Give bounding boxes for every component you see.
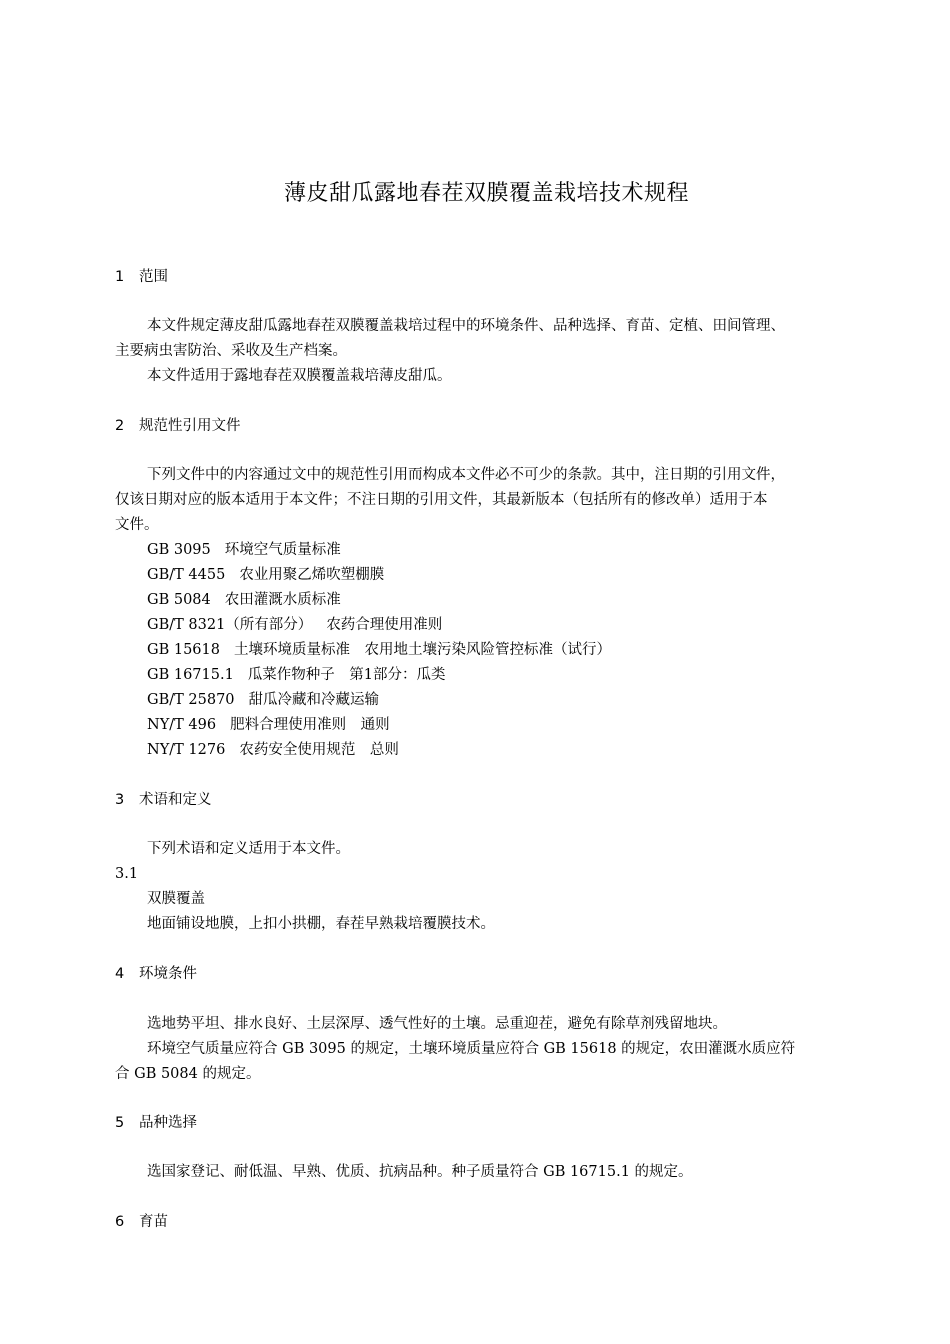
reference-title: 土壤环境质量标准 农用地土壤污染风险管控标准（试行） — [233, 642, 611, 658]
reference-code: GB 5084 — [147, 592, 211, 608]
paragraph-line: 本文件规定薄皮甜瓜露地春茬双膜覆盖栽培过程中的环境条件、品种选择、育苗、定植、田间管理、 — [147, 318, 785, 334]
section-title: 范围 — [139, 269, 168, 285]
section-2-heading — [115, 414, 865, 438]
reference-code: GB/T 25870 — [147, 692, 235, 708]
reference-title: 农药安全使用规范 总则 — [239, 742, 399, 758]
reference-item — [147, 688, 897, 712]
reference-item — [147, 738, 897, 762]
section-title: 环境条件 — [139, 966, 197, 982]
term-name: 双膜覆盖 — [147, 891, 205, 907]
section-title: 规范性引用文件 — [139, 418, 241, 434]
reference-item — [147, 538, 897, 562]
section-5-heading — [115, 1111, 865, 1135]
section-number: 6 — [115, 1214, 125, 1230]
term-number: 3.1 — [115, 866, 139, 882]
section-number: 1 — [115, 269, 125, 285]
paragraph-line: 主要病虫害防治、采收及生产档案。 — [115, 343, 347, 359]
reference-item — [147, 563, 897, 587]
reference-code: GB 15618 — [147, 642, 220, 658]
reference-code: GB/T 8321（所有部分） — [147, 617, 313, 633]
reference-code: NY/T 496 — [147, 717, 217, 733]
reference-item — [147, 713, 897, 737]
section-title: 育苗 — [139, 1214, 168, 1230]
reference-code: NY/T 1276 — [147, 742, 226, 758]
reference-code: GB 16715.1 — [147, 667, 234, 683]
paragraph-line: 本文件适用于露地春茬双膜覆盖栽培薄皮甜瓜。 — [147, 368, 452, 384]
reference-title: 甜瓜冷藏和冷藏运输 — [248, 692, 380, 708]
reference-title: 瓜菜作物种子 第1部分：瓜类 — [247, 667, 446, 683]
reference-item — [147, 638, 897, 662]
section-number: 4 — [115, 966, 125, 982]
paragraph-line: 环境空气质量应符合 GB 3095 的规定，土壤环境质量应符合 GB 15618 的规定，农田灌溉水质应符 — [147, 1041, 796, 1057]
reference-title: 农业用聚乙烯吹塑棚膜 — [239, 567, 385, 583]
reference-title: 农田灌溉水质标准 — [224, 592, 341, 608]
paragraph-line: 选国家登记、耐低温、早熟、优质、抗病品种。种子质量符合 GB 16715.1 的规定。 — [147, 1164, 693, 1180]
section-number: 3 — [115, 792, 125, 808]
paragraph-line: 合 GB 5084 的规定。 — [115, 1066, 261, 1082]
section-3-heading — [115, 788, 865, 812]
section-title: 术语和定义 — [139, 792, 212, 808]
paragraph-line: 下列文件中的内容通过文中的规范性引用而构成本文件必不可少的条款。其中，注日期的引用文件， — [147, 467, 785, 483]
paragraph-line: 仅该日期对应的版本适用于本文件；不注日期的引用文件，其最新版本（包括所有的修改单）适用于本 — [115, 492, 768, 508]
reference-item — [147, 663, 897, 687]
reference-item — [147, 588, 897, 612]
reference-title: 环境空气质量标准 — [224, 542, 341, 558]
reference-item — [147, 613, 897, 637]
section-4-heading — [115, 962, 865, 986]
section-number: 2 — [115, 418, 125, 434]
section-1-heading — [115, 265, 865, 289]
term-definition: 地面铺设地膜，上扣小拱棚，春茬早熟栽培覆膜技术。 — [147, 916, 495, 932]
reference-title: 农药合理使用准则 — [326, 617, 443, 633]
section-title: 品种选择 — [139, 1115, 197, 1131]
reference-title: 肥料合理使用准则 通则 — [230, 717, 390, 733]
paragraph-line: 文件。 — [115, 517, 159, 533]
document-title: 薄皮甜瓜露地春茬双膜覆盖栽培技术规程 — [283, 181, 689, 206]
section-number: 5 — [115, 1115, 125, 1131]
reference-code: GB/T 4455 — [147, 567, 226, 583]
reference-code: GB 3095 — [147, 542, 211, 558]
paragraph-line: 选地势平坦、排水良好、土层深厚、透气性好的土壤。忌重迎茬，避免有除草剂残留地块。 — [147, 1016, 727, 1032]
section-6-heading — [115, 1210, 865, 1234]
paragraph-line: 下列术语和定义适用于本文件。 — [147, 841, 350, 857]
